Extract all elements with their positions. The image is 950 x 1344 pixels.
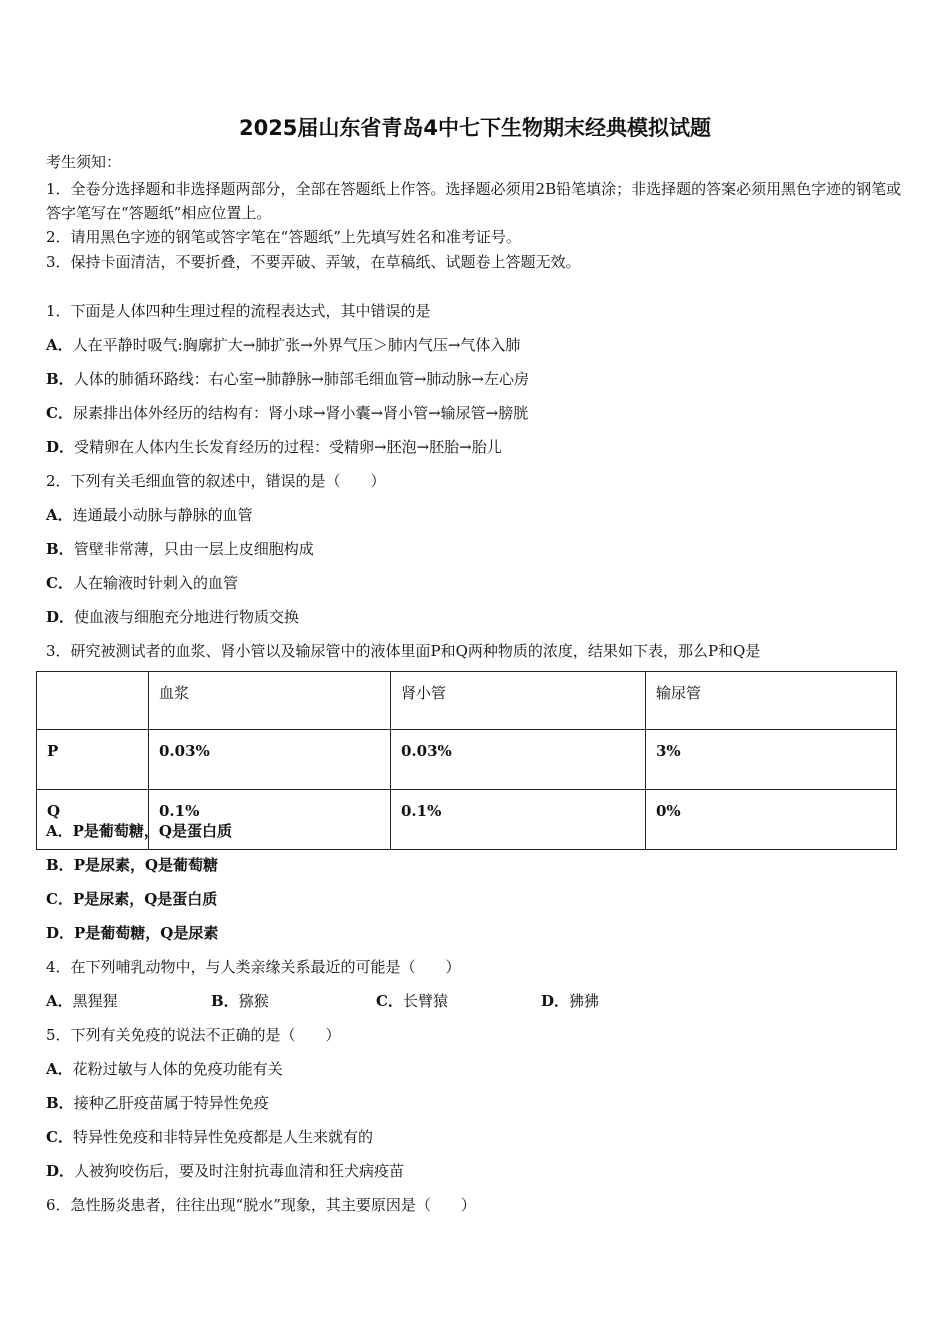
q5-option-d: D．人被狗咬伤后，要及时注射抗毒血清和狂犬病疫苗 bbox=[46, 1162, 405, 1180]
table-cell: 3% bbox=[646, 730, 897, 790]
table-header-row bbox=[37, 672, 897, 730]
q5-option-a: A．花粉过敏与人体的免疫功能有关 bbox=[46, 1060, 283, 1078]
q2-stem: 2．下列有关毛细血管的叙述中，错误的是（ ） bbox=[46, 472, 386, 490]
q3-option-c: C．P是尿素，Q是蛋白质 bbox=[46, 890, 218, 908]
notice-item-2: 2．请用黑色字迹的钢笔或答字笔在“答题纸”上先填写姓名和准考证号。 bbox=[46, 228, 521, 246]
table-row bbox=[37, 730, 897, 790]
q4-stem: 4．在下列哺乳动物中，与人类亲缘关系最近的可能是（ ） bbox=[46, 958, 461, 976]
table-cell: 0.1% bbox=[149, 790, 391, 850]
q4-option-c: C．长臂猿 bbox=[376, 992, 448, 1010]
q2-option-c: C．人在输液时针刺入的血管 bbox=[46, 574, 238, 592]
q4-option-a: A．黑猩猩 bbox=[46, 992, 118, 1010]
q3-option-b: B．P是尿素，Q是葡萄糖 bbox=[46, 856, 219, 874]
q4-option-b: B．猕猴 bbox=[211, 992, 269, 1010]
q6-stem: 6．急性肠炎患者，往往出现“脱水”现象，其主要原因是（ ） bbox=[46, 1196, 476, 1214]
table-cell: 0% bbox=[646, 790, 897, 850]
table-header-cell: 输尿管 bbox=[646, 672, 897, 730]
q5-stem: 5．下列有关免疫的说法不正确的是（ ） bbox=[46, 1026, 341, 1044]
table-cell: 0.03% bbox=[391, 730, 646, 790]
table-header-cell bbox=[37, 672, 149, 730]
q2-option-a: A．连通最小动脉与静脉的血管 bbox=[46, 506, 253, 524]
q1-option-b: B．人体的肺循环路线：右心室→肺静脉→肺部毛细血管→肺动脉→左心房 bbox=[46, 370, 529, 388]
q3-option-a: A．P是葡萄糖，Q是蛋白质 bbox=[46, 822, 232, 840]
table-cell: Q bbox=[37, 790, 149, 850]
q3-stem: 3．研究被测试者的血浆、肾小管以及输尿管中的液体里面P和Q两种物质的浓度，结果如下表，那么P和Q是 bbox=[46, 642, 761, 660]
q1-stem: 1．下面是人体四种生理过程的流程表达式，其中错误的是 bbox=[46, 302, 431, 320]
q5-option-c: C．特异性免疫和非特异性免疫都是人生来就有的 bbox=[46, 1128, 373, 1146]
q1-option-d: D．受精卵在人体内生长发育经历的过程：受精卵→胚泡→胚胎→胎儿 bbox=[46, 438, 502, 456]
table-header-cell: 血浆 bbox=[149, 672, 391, 730]
page-title: 2025届山东省青岛4中七下生物期末经典模拟试题 bbox=[238, 116, 712, 140]
q2-option-d: D．使血液与细胞充分地进行物质交换 bbox=[46, 608, 300, 626]
q1-option-a: A．人在平静时吸气:胸廓扩大→肺扩张→外界气压＞肺内气压→气体入肺 bbox=[46, 336, 521, 354]
table-header-cell: 肾小管 bbox=[391, 672, 646, 730]
notice-item-3: 3．保持卡面清洁，不要折叠，不要弄破、弄皱，在草稿纸、试题卷上答题无效。 bbox=[46, 253, 581, 271]
q1-option-c: C．尿素排出体外经历的结构有：肾小球→肾小囊→肾小管→输尿管→膀胱 bbox=[46, 404, 529, 422]
notice-heading: 考生须知： bbox=[46, 153, 122, 171]
q4-option-d: D．狒狒 bbox=[541, 992, 600, 1010]
q5-option-b: B．接种乙肝疫苗属于特异性免疫 bbox=[46, 1094, 269, 1112]
q2-option-b: B．管壁非常薄，只由一层上皮细胞构成 bbox=[46, 540, 314, 558]
notice-item-1: 1．全卷分选择题和非选择题两部分，全部在答题纸上作答。选择题必须用2B铅笔填涂；非选择题的答案必须用黑色字迹的钢笔或答字笔写在“答题纸”相应位置上。 bbox=[46, 180, 902, 222]
table-cell: 0.03% bbox=[149, 730, 391, 790]
q3-option-d: D．P是葡萄糖，Q是尿素 bbox=[46, 924, 219, 942]
table-cell: P bbox=[37, 730, 149, 790]
table-cell: 0.1% bbox=[391, 790, 646, 850]
